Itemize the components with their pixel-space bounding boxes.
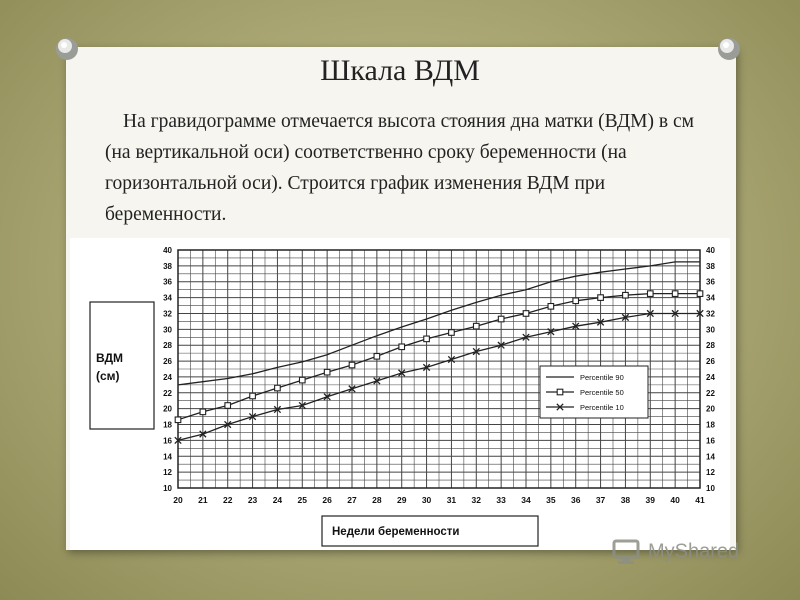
data-point-square <box>598 295 604 301</box>
y-tick-label-right: 22 <box>706 388 715 398</box>
y-tick-label-right: 24 <box>706 372 715 382</box>
y-axis-label-box <box>90 302 154 429</box>
data-point-square <box>175 417 181 423</box>
x-tick-label: 27 <box>347 495 357 505</box>
data-point-square <box>647 291 653 297</box>
y-tick-label-right: 34 <box>706 293 715 303</box>
y-tick-label-left: 18 <box>163 420 172 430</box>
x-tick-label: 32 <box>471 495 482 505</box>
x-tick-label: 31 <box>446 495 457 505</box>
data-point-square <box>299 377 305 383</box>
data-point-square <box>275 385 281 391</box>
x-tick-label: 41 <box>695 495 705 505</box>
x-tick-label: 28 <box>372 495 382 505</box>
y-tick-label-left: 10 <box>163 484 172 493</box>
y-tick-label-right: 28 <box>706 341 715 351</box>
data-point-square <box>523 311 529 317</box>
chart-area <box>70 238 730 550</box>
y-tick-label-left: 38 <box>163 261 172 271</box>
y-tick-label-right: 16 <box>706 436 715 446</box>
data-point-square <box>250 393 256 399</box>
watermark <box>610 538 739 566</box>
y-tick-label-left: 32 <box>163 309 172 319</box>
y-tick-label-left: 14 <box>163 452 172 462</box>
data-point-square <box>473 323 479 329</box>
data-point-square <box>623 292 629 298</box>
data-point-square <box>672 291 678 297</box>
y-tick-label-left: 12 <box>163 468 172 478</box>
x-tick-label: 40 <box>670 495 680 505</box>
data-point-square <box>697 291 703 297</box>
data-point-square <box>324 369 330 375</box>
myshared-logo-icon <box>610 538 644 566</box>
y-tick-label-right: 20 <box>706 404 715 414</box>
y-tick-label-right: 12 <box>706 468 715 478</box>
legend-label: Percentile 50 <box>580 388 624 397</box>
y-tick-label-right: 26 <box>706 357 715 367</box>
y-tick-label-right: 10 <box>706 484 715 493</box>
y-tick-label-left: 30 <box>163 325 172 335</box>
x-tick-label: 24 <box>272 495 283 505</box>
gravidogram-chart <box>70 238 730 550</box>
x-tick-label: 21 <box>198 495 208 505</box>
y-tick-label-right: 40 <box>706 246 715 255</box>
y-tick-label-left: 26 <box>163 357 172 367</box>
x-tick-label: 26 <box>322 495 332 505</box>
x-tick-label: 30 <box>421 495 432 505</box>
y-tick-label-right: 32 <box>706 309 715 319</box>
x-tick-label: 29 <box>396 495 407 505</box>
x-tick-label: 34 <box>521 495 531 505</box>
x-tick-label: 20 <box>173 495 183 505</box>
y-tick-label-left: 28 <box>163 341 172 351</box>
y-tick-label-left: 16 <box>163 436 172 446</box>
x-tick-label: 25 <box>297 495 308 505</box>
slide-title: Шкала ВДМ <box>320 54 480 87</box>
y-tick-label-right: 30 <box>706 325 715 335</box>
y-tick-label-left: 22 <box>163 388 172 398</box>
x-tick-label: 33 <box>496 495 506 505</box>
y-tick-label-left: 34 <box>163 293 172 303</box>
x-tick-label: 39 <box>645 495 656 505</box>
data-point-square <box>200 409 206 415</box>
data-point-square <box>399 344 405 350</box>
y-tick-label-right: 36 <box>706 277 715 287</box>
data-point-square <box>449 330 455 336</box>
x-tick-label: 36 <box>570 495 581 505</box>
y-axis-label: ВДМ <box>96 351 124 365</box>
legend-label: Percentile 10 <box>580 403 624 412</box>
y-tick-label-left: 20 <box>163 404 172 414</box>
data-point-square <box>548 304 554 310</box>
y-tick-label-right: 38 <box>706 261 715 271</box>
x-tick-label: 35 <box>546 495 556 505</box>
y-axis-label-unit: (см) <box>96 369 120 383</box>
y-tick-label-left: 24 <box>163 372 172 382</box>
data-point-square <box>498 316 504 322</box>
x-tick-label: 37 <box>595 495 606 505</box>
slide-paragraph: На гравидограмме отмечается высота стояния дна матки (ВДМ) в см (на вертикальной оси) соответственно сроку беременности (на горизонтальной оси). Строится график изменения ВДМ при беременности. <box>105 111 694 225</box>
data-point-square <box>374 354 380 360</box>
y-tick-label-right: 14 <box>706 452 715 462</box>
x-tick-label: 23 <box>247 495 258 505</box>
legend-label: Percentile 90 <box>580 373 624 382</box>
x-tick-label: 38 <box>620 495 631 505</box>
data-point-square <box>573 298 579 304</box>
data-point-square <box>349 362 355 368</box>
y-tick-label-left: 36 <box>163 277 172 287</box>
data-point-square <box>557 389 563 395</box>
x-tick-label: 22 <box>222 495 233 505</box>
data-point-square <box>225 403 231 409</box>
y-tick-label-right: 18 <box>706 420 715 430</box>
x-axis-label: Недели беременности <box>332 526 460 538</box>
watermark-text: MyShared <box>648 540 740 563</box>
y-tick-label-left: 40 <box>163 246 172 255</box>
data-point-square <box>424 336 430 342</box>
